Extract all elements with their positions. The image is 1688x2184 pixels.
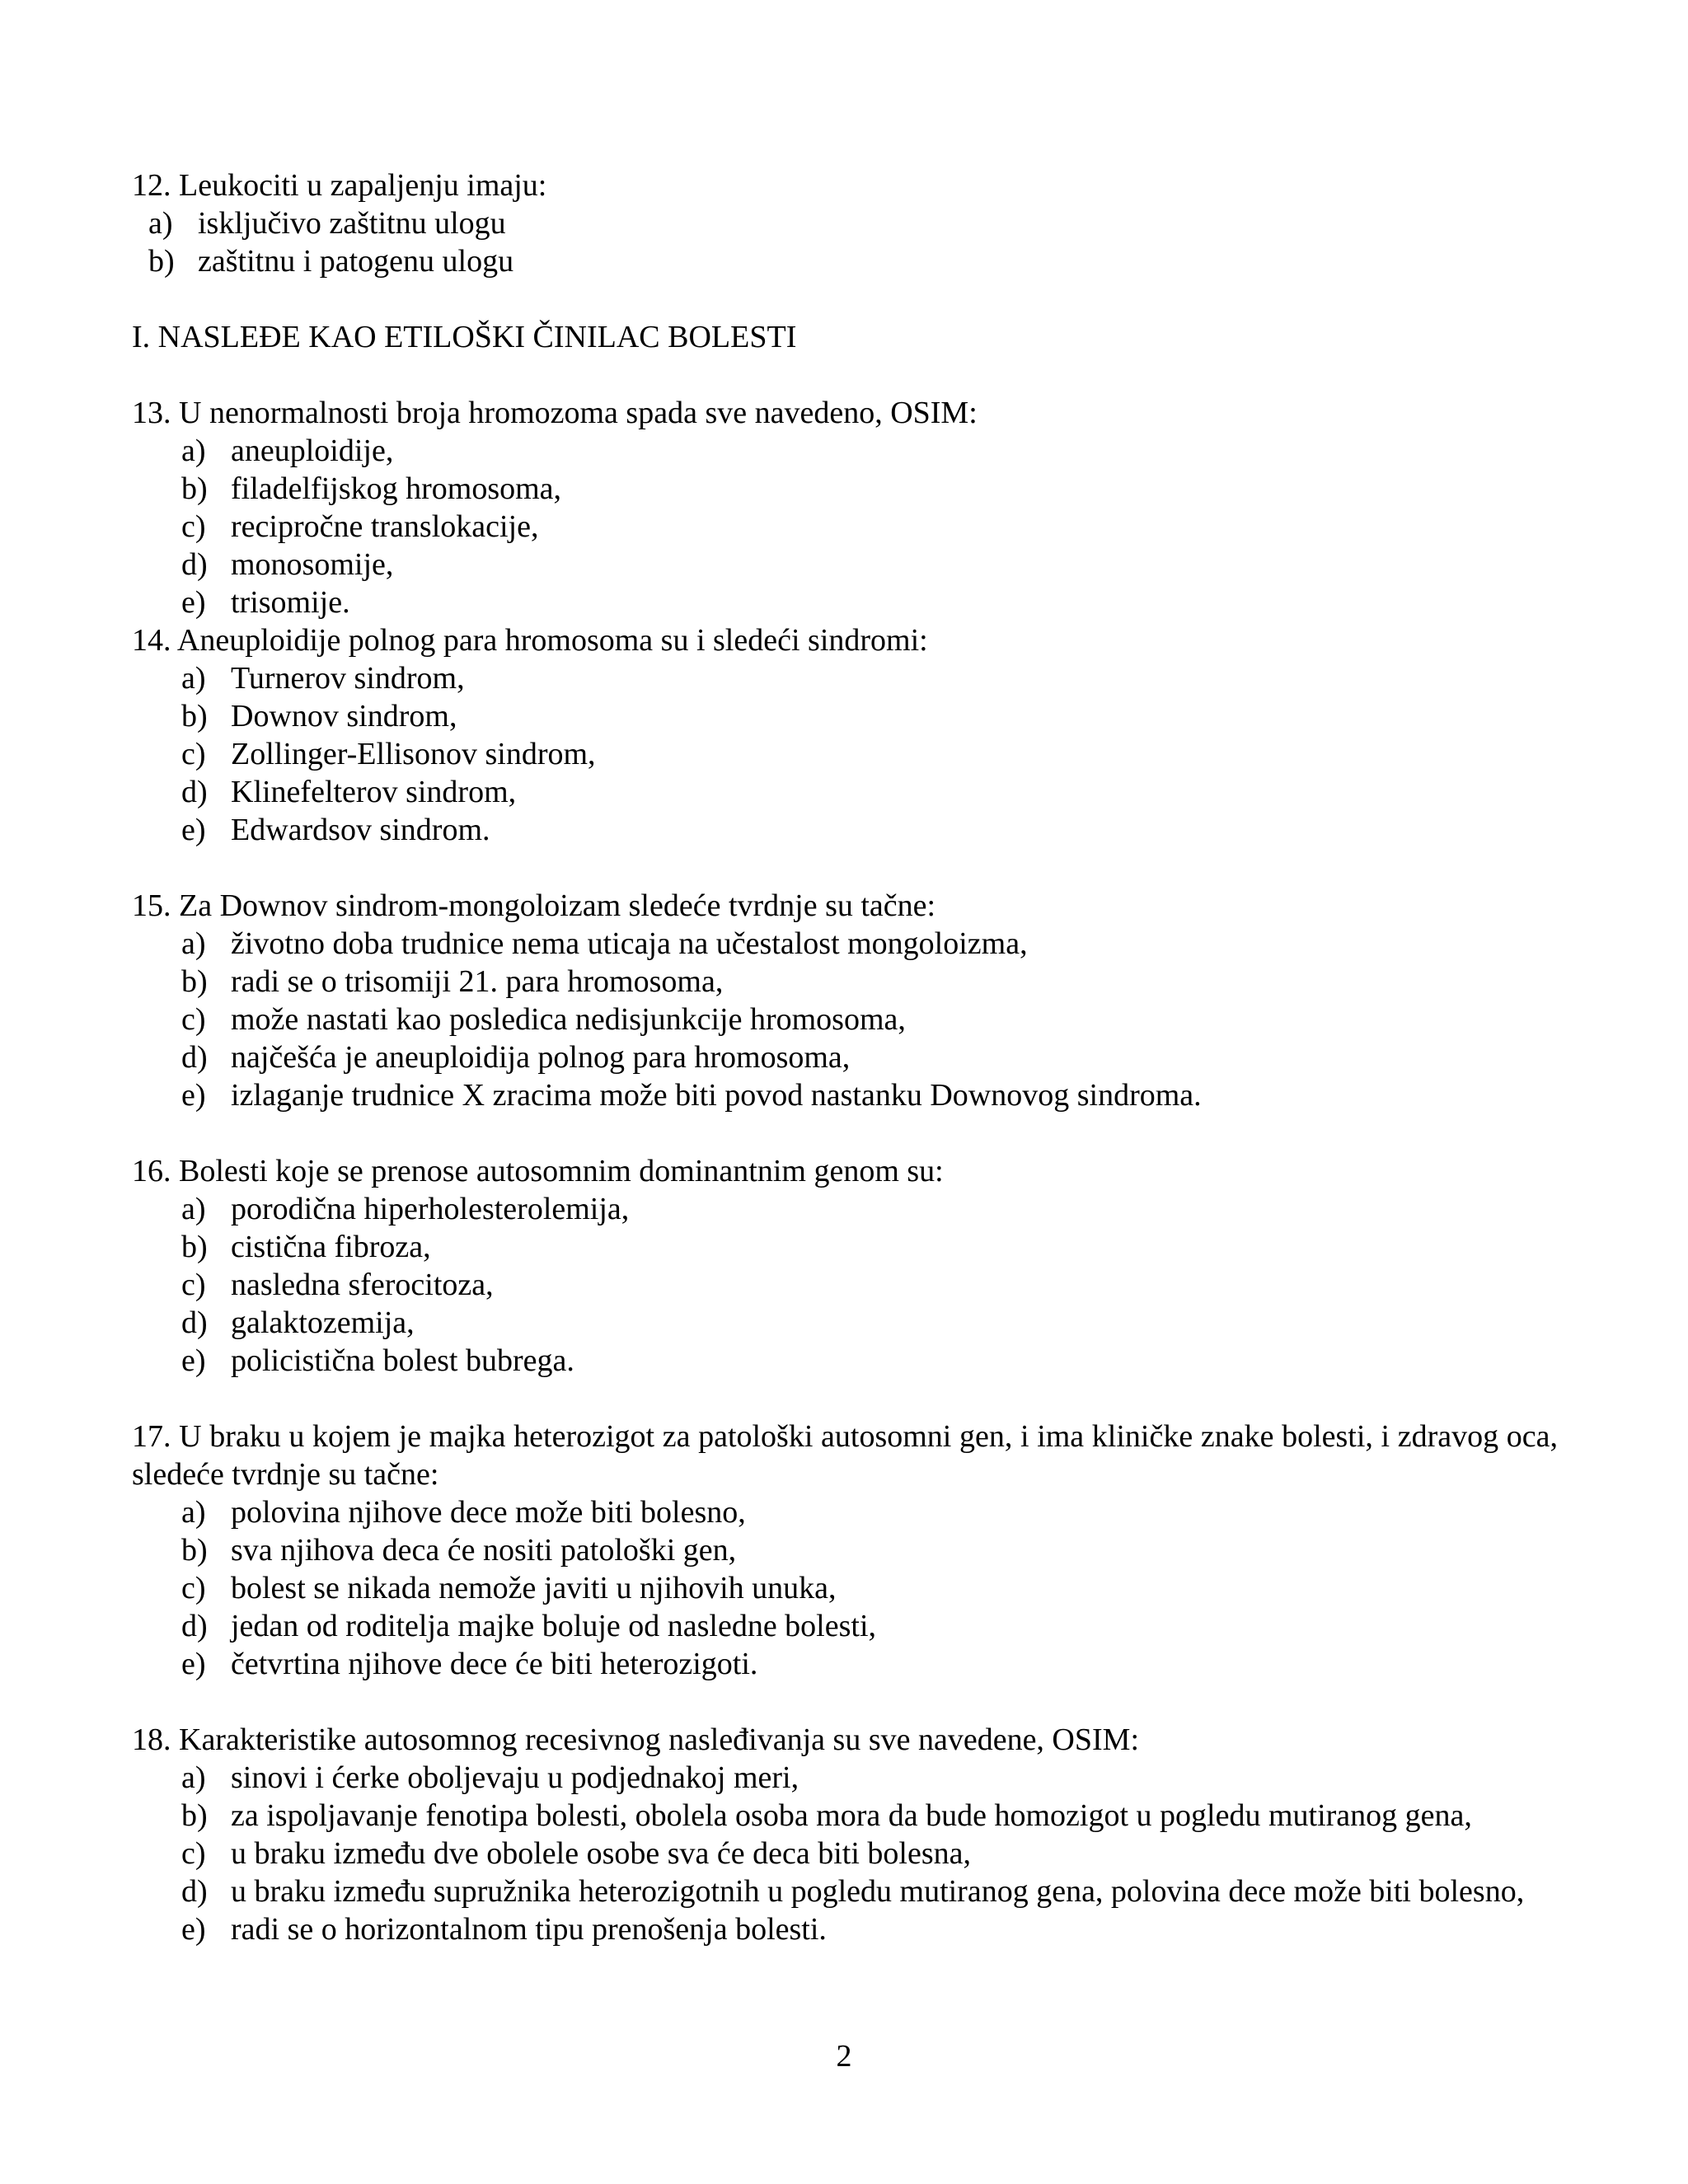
option-letter: a) <box>181 661 206 696</box>
spacer <box>132 1114 1558 1152</box>
option-letter: b) <box>181 1533 208 1568</box>
question-12-heading: 12. Leukociti u zapaljenju imaju: <box>132 168 547 203</box>
option-text: cistična fibroza, <box>231 1230 431 1264</box>
option-item <box>132 1228 1558 1266</box>
option-text: porodična hiperholesterolemija, <box>231 1192 630 1226</box>
option-item <box>132 659 1558 697</box>
option-letter: b) <box>181 1230 208 1264</box>
option-item <box>132 546 1558 583</box>
option-text: filadelfijskog hromosoma, <box>231 471 562 506</box>
option-item <box>132 1872 1558 1910</box>
question-15 <box>132 887 1558 1114</box>
option-item <box>132 508 1558 546</box>
option-letter: e) <box>181 1647 206 1681</box>
option-text: u braku između dve obolele osobe sva će deca biti bolesna, <box>231 1836 971 1871</box>
option-letter: e) <box>181 1078 206 1113</box>
option-letter: a) <box>181 1495 206 1530</box>
document-page <box>132 166 1558 1948</box>
option-letter: a) <box>181 926 206 961</box>
option-item <box>132 1531 1558 1569</box>
option-item <box>132 1835 1558 1872</box>
option-text: Edwardsov sindrom. <box>231 813 490 847</box>
option-item <box>132 1910 1558 1948</box>
option-text: zaštitnu i patogenu ulogu <box>198 244 514 279</box>
question-16-options <box>132 1190 1558 1380</box>
option-text: u braku između supružnika heterozigotnih u pogledu mutiranog gena, polovina dece može biti bolesno, <box>231 1874 1525 1909</box>
option-item <box>132 583 1558 621</box>
option-text: životno doba trudnice nema uticaja na učestalost mongoloizma, <box>231 926 1028 961</box>
option-text: recipročne translokacije, <box>231 509 539 544</box>
option-item <box>132 432 1558 470</box>
option-letter: c) <box>181 1836 206 1871</box>
option-item <box>132 773 1558 811</box>
option-text: policistična bolest bubrega. <box>231 1343 574 1378</box>
option-letter: e) <box>181 585 206 620</box>
option-item <box>132 470 1558 508</box>
option-text: četvrtina njihove dece će biti heterozigoti. <box>231 1647 758 1681</box>
option-item <box>132 1569 1558 1607</box>
option-item <box>132 963 1558 1001</box>
option-letter: d) <box>181 1874 208 1909</box>
question-14-options <box>132 659 1558 849</box>
option-item <box>132 1493 1558 1531</box>
option-text: Klinefelterov sindrom, <box>231 775 517 809</box>
option-letter: a) <box>181 434 206 468</box>
spacer <box>132 849 1558 887</box>
option-text: monosomije, <box>231 547 394 582</box>
option-letter: d) <box>181 1609 208 1643</box>
option-item <box>132 1038 1558 1076</box>
option-letter: a) <box>181 1760 206 1795</box>
option-text: najčešća je aneuploidija polnog para hromosoma, <box>231 1040 851 1075</box>
question-16 <box>132 1152 1558 1380</box>
question-13-heading: 13. U nenormalnosti broja hromozoma spada sve navedeno, OSIM: <box>132 396 978 430</box>
option-item <box>132 204 1558 242</box>
question-16-heading: 16. Bolesti koje se prenose autosomnim dominantnim genom su: <box>132 1154 944 1188</box>
option-text: sva njihova deca će nositi patološki gen, <box>231 1533 737 1568</box>
question-12-options <box>132 204 1558 280</box>
option-item <box>132 697 1558 735</box>
option-letter: d) <box>181 1305 208 1340</box>
option-text: Turnerov sindrom, <box>231 661 465 696</box>
question-14 <box>132 621 1558 849</box>
option-item <box>132 1342 1558 1380</box>
option-letter: a) <box>181 1192 206 1226</box>
question-15-options <box>132 925 1558 1114</box>
option-item <box>132 242 1558 280</box>
option-text: nasledna sferocitoza, <box>231 1268 494 1302</box>
option-letter: b) <box>148 244 175 279</box>
option-text: jedan od roditelja majke boluje od nasledne bolesti, <box>231 1609 877 1643</box>
option-text: aneuploidije, <box>231 434 394 468</box>
option-letter: d) <box>181 547 208 582</box>
option-letter: e) <box>181 1912 206 1947</box>
question-15-heading: 15. Za Downov sindrom-mongoloizam sledeće tvrdnje su tačne: <box>132 888 936 923</box>
option-item <box>132 811 1558 849</box>
option-letter: c) <box>181 1571 206 1605</box>
option-text: galaktozemija, <box>231 1305 415 1340</box>
option-letter: c) <box>181 1268 206 1302</box>
option-letter: d) <box>181 775 208 809</box>
question-18-heading: 18. Karakteristike autosomnog recesivnog nasleđivanja su sve navedene, OSIM: <box>132 1722 1140 1757</box>
question-14-heading: 14. Aneuploidije polnog para hromosoma su i sledeći sindromi: <box>132 623 928 658</box>
option-text: izlaganje trudnice X zracima može biti povod nastanku Downovog sindroma. <box>231 1078 1202 1113</box>
option-text: radi se o horizontalnom tipu prenošenja bolesti. <box>231 1912 827 1947</box>
option-item <box>132 1607 1558 1645</box>
option-letter: e) <box>181 1343 206 1378</box>
option-letter: b) <box>181 699 208 733</box>
option-item <box>132 1190 1558 1228</box>
question-18 <box>132 1721 1558 1948</box>
option-item <box>132 1759 1558 1797</box>
option-text: bolest se nikada nemože javiti u njihovih unuka, <box>231 1571 837 1605</box>
option-letter: d) <box>181 1040 208 1075</box>
spacer <box>132 1683 1558 1721</box>
question-13-options <box>132 432 1558 621</box>
option-item <box>132 1797 1558 1835</box>
question-17 <box>132 1418 1558 1683</box>
option-text: Downov sindrom, <box>231 699 457 733</box>
question-18-options <box>132 1759 1558 1948</box>
spacer <box>132 280 1558 318</box>
question-12 <box>132 166 1558 280</box>
option-letter: b) <box>181 471 208 506</box>
page-number: 2 <box>836 2039 852 2074</box>
question-17-heading: 17. U braku u kojem je majka heterozigot za patološki autosomni gen, i ima kliničke znake bolesti, i zdravog oca, sledeće tvrdnje su tačne: <box>132 1419 1558 1492</box>
option-letter: a) <box>148 206 173 241</box>
option-item <box>132 925 1558 963</box>
option-letter: e) <box>181 813 206 847</box>
option-text: Zollinger-Ellisonov sindrom, <box>231 737 596 771</box>
option-item <box>132 1076 1558 1114</box>
question-13 <box>132 394 1558 621</box>
option-item <box>132 1304 1558 1342</box>
section-title: I. NASLEĐE KAO ETILOŠKI ČINILAC BOLESTI <box>132 320 797 354</box>
option-text: isključivo zaštitnu ulogu <box>198 206 506 241</box>
option-letter: b) <box>181 1798 208 1833</box>
spacer <box>132 356 1558 394</box>
option-text: radi se o trisomiji 21. para hromosoma, <box>231 964 724 999</box>
option-letter: b) <box>181 964 208 999</box>
option-item <box>132 1266 1558 1304</box>
option-letter: c) <box>181 1002 206 1037</box>
option-text: može nastati kao posledica nedisjunkcije hromosoma, <box>231 1002 906 1037</box>
option-letter: c) <box>181 737 206 771</box>
option-text: trisomije. <box>231 585 350 620</box>
option-text: sinovi i ćerke oboljevaju u podjednakoj meri, <box>231 1760 799 1795</box>
option-letter: c) <box>181 509 206 544</box>
spacer <box>132 1380 1558 1418</box>
question-17-options <box>132 1493 1558 1683</box>
option-item <box>132 1645 1558 1683</box>
option-text: za ispoljavanje fenotipa bolesti, obolela osoba mora da bude homozigot u pogledu mutiranog gena, <box>231 1798 1472 1833</box>
option-item <box>132 735 1558 773</box>
option-item <box>132 1001 1558 1038</box>
option-text: polovina njihove dece može biti bolesno, <box>231 1495 746 1530</box>
